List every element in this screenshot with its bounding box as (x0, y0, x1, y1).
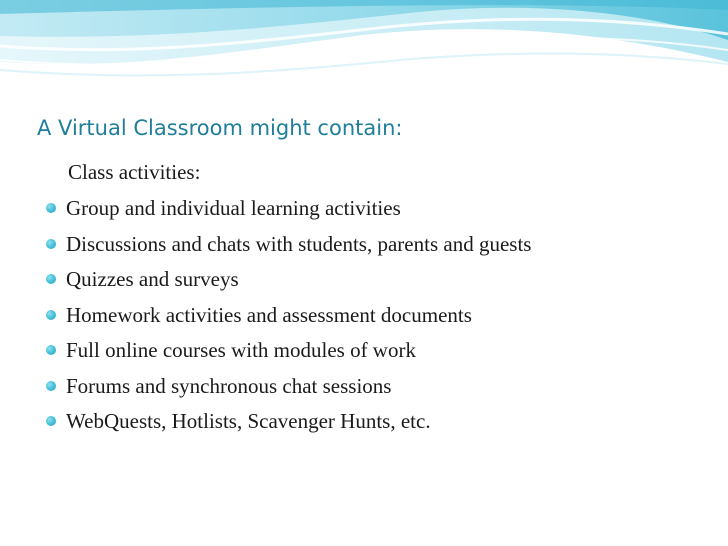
bullet-dot-icon (46, 310, 56, 320)
list-item-text: WebQuests, Hotlists, Scavenger Hunts, etc. (66, 409, 431, 433)
bullet-dot-icon (46, 416, 56, 426)
list-item-text: Quizzes and surveys (66, 267, 239, 291)
list-item-text: Homework activities and assessment documents (66, 302, 472, 327)
list-item (0, 300, 531, 336)
list-item (0, 229, 531, 265)
list-item (0, 264, 531, 300)
list-item (0, 335, 531, 371)
header-wave-decoration (0, 0, 728, 100)
bullet-dot-icon (46, 203, 56, 213)
list-item (0, 193, 531, 229)
slide-title: A Virtual Classroom might contain: (37, 116, 403, 140)
bullet-dot-icon (46, 274, 56, 284)
list-item (0, 406, 531, 442)
bullet-dot-icon (46, 345, 56, 355)
bullet-dot-icon (46, 381, 56, 391)
intro-line: Class activities: (68, 160, 201, 184)
bullet-dot-icon (46, 239, 56, 249)
list-item-text: Full online courses with modules of work (66, 338, 416, 362)
list-item-text: Forums and synchronous chat sessions (66, 373, 392, 398)
bullet-list (0, 193, 531, 442)
list-item (0, 371, 531, 407)
list-item-text: Group and individual learning activities (66, 196, 401, 220)
list-item-text: Discussions and chats with students, parents and guests (66, 231, 532, 256)
